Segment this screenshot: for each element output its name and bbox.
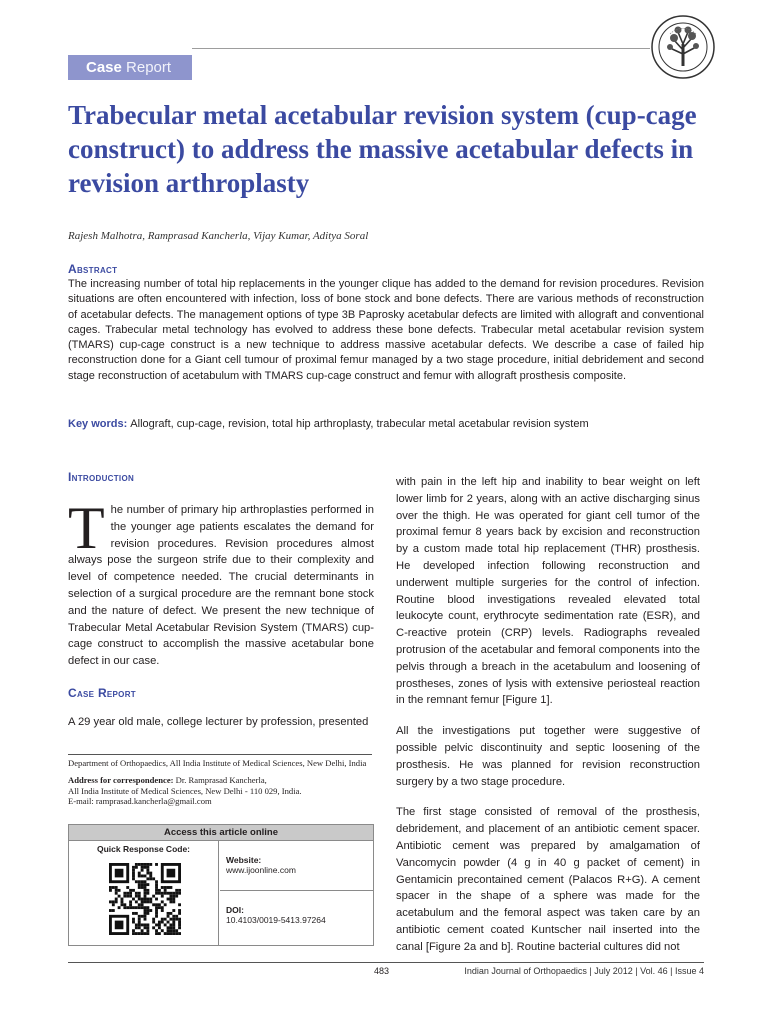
abstract-heading: Abstract xyxy=(68,262,118,276)
keywords-text: Allograft, cup-cage, revision, total hip arthroplasty, trabecular metal acetabular revision system xyxy=(130,418,589,430)
journal-citation: Indian Journal of Orthopaedics | July 2012 | Vol. 46 | Issue 4 xyxy=(464,966,704,976)
article-title: Trabecular metal acetabular revision system (cup-cage construct) to address the massive acetabular defects in revision arthroplasty xyxy=(68,100,697,198)
doi-cell xyxy=(220,891,373,925)
doi-link[interactable]: 10.4103/0019-5413.97264 xyxy=(226,915,326,925)
page-number: 483 xyxy=(374,966,390,976)
introduction-heading: Introduction xyxy=(68,470,135,484)
correspondence-name: Dr. Ramprasad Kancherla, xyxy=(175,775,267,786)
case-report-text: A 29 year old male, college lecturer by profession, presented xyxy=(68,715,369,728)
right-column xyxy=(396,474,700,956)
footer-rule xyxy=(68,962,704,963)
introduction-paragraph xyxy=(68,495,374,670)
website-cell xyxy=(220,841,373,891)
author-list: Rajesh Malhotra, Ramprasad Kancherla, Vijay Kumar, Aditya Soral xyxy=(68,230,369,242)
link-cells xyxy=(220,841,373,945)
qr-code-icon[interactable] xyxy=(109,863,181,935)
access-box-title: Access this article online xyxy=(69,825,373,841)
department-note: Department of Orthopaedics, All India Institute of Medical Sciences, New Delhi, India xyxy=(68,758,367,768)
correspondence-line xyxy=(68,775,378,785)
keywords-label: Key words: xyxy=(68,418,128,430)
introduction-text: he number of primary hip arthroplasties performed in the younger age patients escalates the demand for revision procedures. Revision procedures almost always pose the surgeon strife due to their complexity and level of competence needed. The crucial determinants in selection of a surgical procedure are the remnant bone stock and the nature of defect. We present the new technique of Trabecular Metal Acetabular Revision System (TMARS) cup-cage construct to accomplish the massive acetabular bone defect in our case. xyxy=(68,504,374,668)
journal-seal-icon xyxy=(650,14,716,80)
doi-label: DOI: xyxy=(226,905,244,915)
footnote-rule xyxy=(68,754,372,755)
badge-report-label: Report xyxy=(126,59,172,76)
abstract-text: The increasing number of total hip replacements in the younger clique has added to the demand for revision procedures. Revision situations are often encountered with infection, loss of bone stock and bone defects. There are various methods of reconstruction of acetabular defects. The management options of type 3B Paprosky acetabular defects are limited with allograft and conventional cages. Trabecular metal technology has evolved to address these bone defects. Trabecular metal acetabular revision system (TMARS) cup-cage construct is a new technique to address massive acetabular defects. We describe a case of failed hip reconstruction done for a Giant cell tumour of proximal femur managed by a two stage procedure, initial debridement and second stage reconstruction of acetabulum with TMARS cup-cage construct and femur with allograft prosthesis composite. xyxy=(68,278,704,382)
qr-label: Quick Response Code: xyxy=(96,844,191,854)
correspondence-label: Address for correspondence: xyxy=(68,775,174,786)
website-label: Website: xyxy=(226,855,262,865)
case-paragraph-2: All the investigations put together were suggestive of possible pelvic discontinuity and septic loosening of the prosthesis. He was planned for revision reconstruction surgery by a two stage procedure. xyxy=(396,725,700,788)
case-paragraph-3: The first stage consisted of removal of the prosthesis, debridement, and placement of an antibiotic cement spacer. Antibiotic cement was prepared by amalgamation of Vancomycin powder (4 g in 40 g packet of cement) in Gentamicin precontained cement (Palacos R+G). A cement spacer in the shape of a sphere was made for the acetabulum and the femoral aspect was taken care by an antibiotic cement coated Kuntscher nail inserted into the canal [Figure 2a and b]. Routine bacterial cultures did not xyxy=(396,806,700,953)
drop-cap: T xyxy=(68,495,105,561)
case-paragraph-1: with pain in the left hip and inability to bear weight on left lower limb for 2 years, along with an active discharging sinus over the thigh. He was operated for giant cell tumor of the proximal femur 8 years back by excision and reconstruction by a custom made total hip replacement (THR) prosthesis. He developed infection following reconstruction and underwent multiple surgeries for the control of infection. Routine blood investigations revealed elevated total leukocyte count, erythrocyte sedimentation rate (ESR), and C-reactive protein (CRP) levels. Radiographs revealed protrusion of the acetabular and femoral components into the pelvis through a breach in the acetabulum and loosening of prostheses, zones of lysis with extensive periosteal reaction in the remnant femur [Figure 1]. xyxy=(396,476,700,707)
access-article-box xyxy=(68,824,374,946)
website-link[interactable]: www.ijoonline.com xyxy=(226,865,296,875)
left-column xyxy=(68,470,374,731)
case-report-heading: Case Report xyxy=(68,685,136,700)
footnotes xyxy=(68,758,378,806)
correspondence-address: All India Institute of Medical Sciences, New Delhi - 110 029, India. xyxy=(68,785,302,796)
keywords-line xyxy=(68,417,708,432)
article-type-badge xyxy=(68,55,192,80)
qr-cell xyxy=(69,841,219,945)
header-rule xyxy=(192,48,650,49)
correspondence-email: E-mail: ramprasad.kancherla@gmail.com xyxy=(68,795,212,806)
badge-case-label: Case xyxy=(86,59,122,76)
